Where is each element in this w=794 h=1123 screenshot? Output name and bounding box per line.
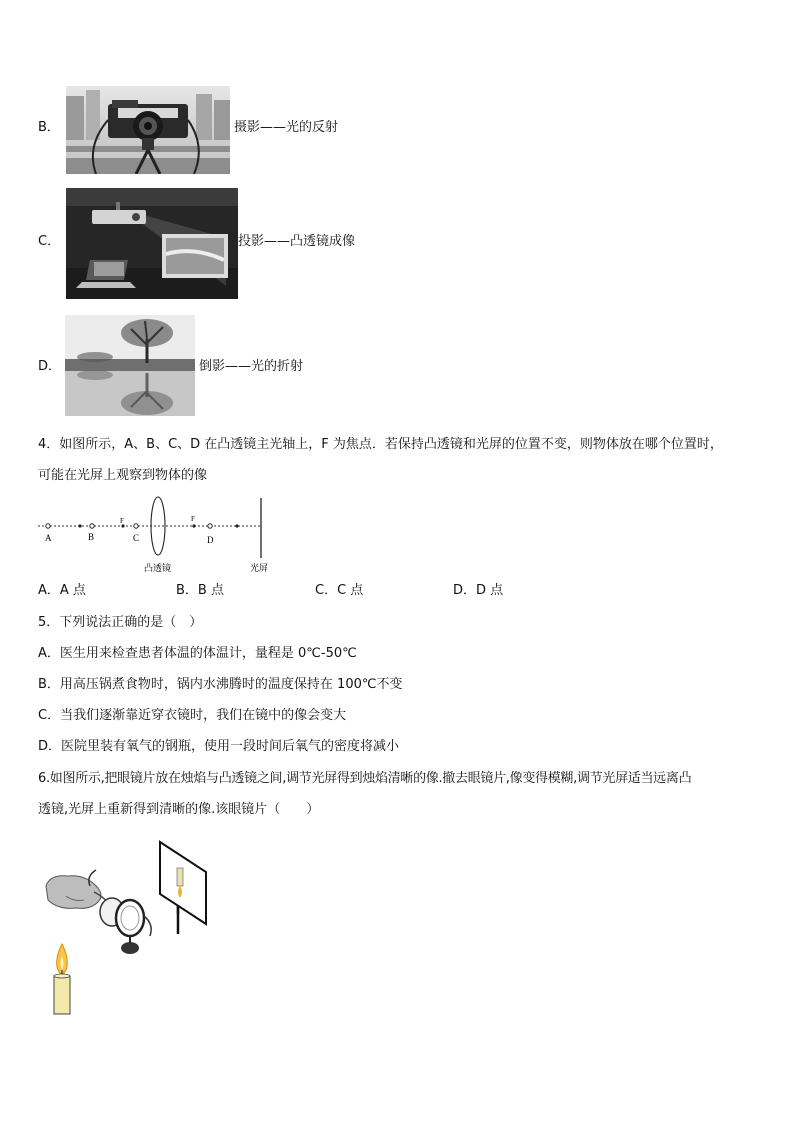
q5-option-a[interactable]: A．医生用来检查患者体温的体温计，量程是 0℃-50℃: [38, 646, 357, 661]
option-d-label: D．: [38, 359, 62, 374]
option-b-label: B．: [38, 120, 60, 135]
projector-photo: [66, 188, 238, 299]
q4-choice-a[interactable]: A．A 点: [38, 583, 86, 598]
dot-2f-right: [235, 524, 238, 527]
label-f-left: F: [120, 517, 124, 525]
lens-diagram: [36, 496, 276, 576]
label-c: C: [133, 533, 140, 543]
option-c-label: C．: [38, 234, 61, 249]
label-b: B: [88, 532, 95, 542]
q4-choice-d[interactable]: D．D 点: [453, 583, 504, 598]
point-b: [90, 524, 94, 528]
option-c-caption: 投影——凸透镜成像: [238, 234, 356, 249]
point-a: [46, 524, 50, 528]
q5-option-b[interactable]: B．用高压锅煮食物时，锅内水沸腾时的温度保持在 100℃不变: [38, 677, 403, 692]
reflection-photo: [65, 315, 195, 416]
q5-option-c[interactable]: C．当我们逐渐靠近穿衣镜时，我们在镜中的像会变大: [38, 708, 347, 723]
label-screen: 光屏: [250, 564, 269, 574]
label-a: A: [45, 533, 52, 543]
focus-right: [192, 524, 195, 527]
point-d: [208, 524, 212, 528]
label-f-right: F: [191, 515, 195, 523]
q4-choice-c[interactable]: C．C 点: [315, 583, 364, 598]
camera-photo: [66, 86, 230, 174]
label-d: D: [207, 535, 214, 545]
convex-lens-stand: [116, 900, 144, 936]
candle-lens-screen-figure: [40, 836, 216, 1020]
option-d-caption: 倒影——光的折射: [199, 359, 304, 374]
q4-stem-line2: 可能在光屏上观察到物体的像: [38, 468, 208, 483]
q4-choice-b[interactable]: B．B 点: [176, 583, 224, 598]
q4-stem-line1: 4．如图所示，A、B、C、D 在凸透镜主光轴上，F 为焦点．若保持凸透镜和光屏的位置不变，则物体放在哪个位置时，: [38, 437, 723, 452]
q5-option-d[interactable]: D．医院里装有氧气的钢瓶，使用一段时间后氧气的密度将减小: [38, 739, 400, 754]
q6-stem-line2: 透镜,光屏上重新得到清晰的像.该眼镜片（ ）: [38, 802, 320, 817]
point-c: [134, 524, 138, 528]
dot-2f-left: [78, 524, 81, 527]
label-lens: 凸透镜: [144, 564, 172, 574]
q5-stem: 5．下列说法正确的是（ ）: [38, 615, 203, 630]
q6-stem-line1: 6.如图所示,把眼镜片放在烛焰与凸透镜之间,调节光屏得到烛焰清晰的像.撤去眼镜片,像变得模糊,调节光屏适当远离凸: [38, 771, 692, 786]
candle-body: [54, 976, 70, 1014]
option-b-caption: 摄影——光的反射: [234, 120, 339, 135]
